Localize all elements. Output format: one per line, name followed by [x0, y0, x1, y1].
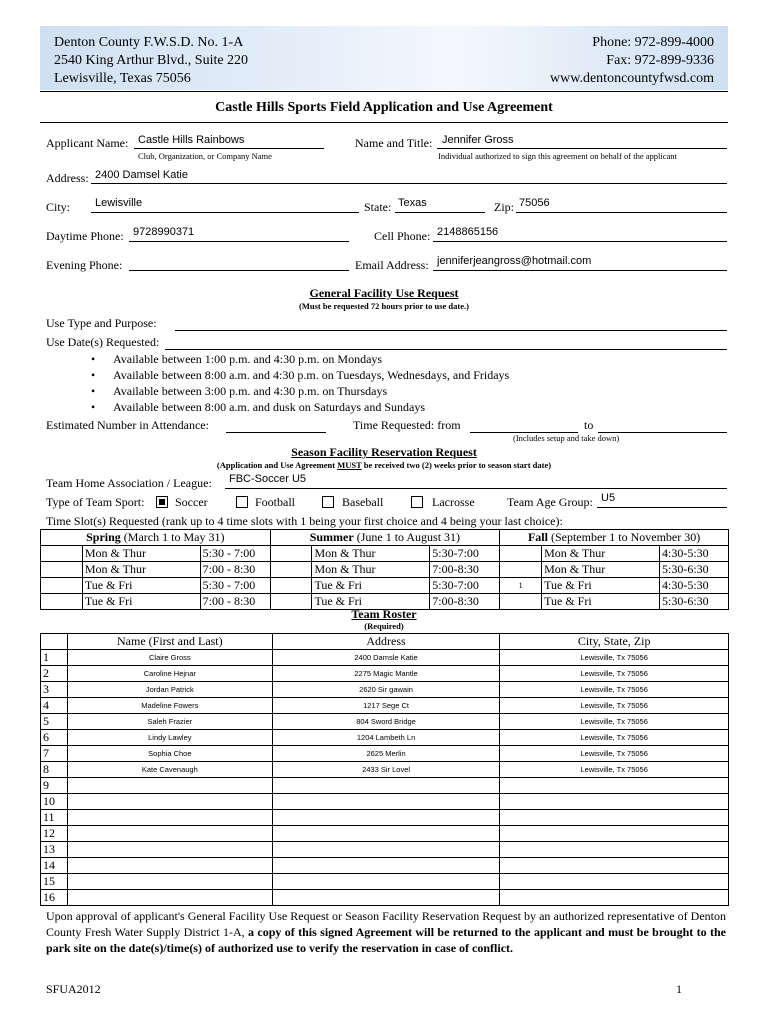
- fall-header: Fall (September 1 to November 30): [500, 530, 729, 546]
- use-type-label: Use Type and Purpose:: [46, 316, 157, 330]
- lacrosse-checkbox[interactable]: [411, 496, 423, 508]
- association-label: Team Home Association / League:: [46, 476, 212, 490]
- roster-number-cell: 4: [41, 698, 68, 714]
- player-name-cell[interactable]: Kate Cavenaugh: [67, 762, 272, 778]
- player-address-cell[interactable]: [272, 874, 500, 890]
- rank-cell[interactable]: 1: [500, 578, 542, 594]
- org-fax: Fax: 972-899-9336: [606, 53, 714, 68]
- slot-days: Tue & Fri: [82, 578, 200, 594]
- player-city-cell[interactable]: [500, 810, 729, 826]
- name-title-value: Jennifer Gross: [442, 134, 514, 146]
- player-address-cell[interactable]: 804 Sword Bridge: [272, 714, 500, 730]
- daytime-phone-label: Daytime Phone:: [46, 229, 124, 243]
- roster-number-cell: 13: [41, 842, 68, 858]
- table-row: [41, 698, 729, 714]
- slot-time: 7:00-8:30: [430, 562, 500, 578]
- season-heading: Season Facility Reservation Request: [291, 445, 477, 459]
- slot-days: Tue & Fri: [82, 594, 200, 610]
- use-dates-field[interactable]: [165, 335, 727, 350]
- table-row: [41, 730, 729, 746]
- summer-header: Summer (June 1 to August 31): [270, 530, 500, 546]
- state-value: Texas: [398, 197, 427, 209]
- slot-days: Tue & Fri: [312, 578, 430, 594]
- roster-number-cell: 7: [41, 746, 68, 762]
- player-city-cell[interactable]: Lewisville, Tx 75056: [500, 762, 729, 778]
- applicant-name-hint: Club, Organization, or Company Name: [138, 151, 272, 161]
- table-row: [41, 714, 729, 730]
- player-name-cell[interactable]: Jordan Patrick: [67, 682, 272, 698]
- org-address-1: 2540 King Arthur Blvd., Suite 220: [54, 53, 249, 68]
- player-name-cell[interactable]: [67, 810, 272, 826]
- baseball-checkbox[interactable]: [322, 496, 334, 508]
- applicant-name-value: Castle Hills Rainbows: [138, 134, 245, 146]
- availability-item: • Available between 8:00 a.m. and dusk on Saturdays and Sundays: [113, 400, 425, 415]
- letterhead: [40, 26, 728, 90]
- slot-time: 7:00 - 8:30: [200, 594, 270, 610]
- player-city-cell[interactable]: Lewisville, Tx 75056: [500, 714, 729, 730]
- slot-time: 5:30-7:00: [430, 546, 500, 562]
- cell-phone-label: Cell Phone:: [374, 229, 431, 243]
- slot-time: 5:30-6:30: [659, 594, 728, 610]
- approval-bold-text: a copy of this signed Agreement will be returned to the applicant and must be brought to the park site on the date(s)/time(s) of authorized use to verify the reservation in case of conflict.: [46, 925, 726, 955]
- time-slots-instruction: Time Slot(s) Requested (rank up to 4 time slots with 1 being your first choice and 4 being your last choice):: [46, 514, 563, 528]
- address-label: Address:: [46, 171, 89, 185]
- roster-city-header: City, State, Zip: [500, 634, 729, 650]
- roster-number-cell: 8: [41, 762, 68, 778]
- player-name-cell[interactable]: [67, 858, 272, 874]
- table-row: [41, 826, 729, 842]
- slot-days: Tue & Fri: [542, 578, 660, 594]
- rank-cell[interactable]: [270, 546, 312, 562]
- player-address-cell[interactable]: [272, 778, 500, 794]
- org-address-2: Lewisville, Texas 75056: [54, 71, 191, 86]
- soccer-checkbox[interactable]: [156, 496, 168, 508]
- table-row: [41, 762, 729, 778]
- player-city-cell[interactable]: [500, 858, 729, 874]
- applicant-name-label: Applicant Name:: [46, 136, 129, 150]
- slot-time: 7:00 - 8:30: [200, 562, 270, 578]
- state-label: State:: [364, 200, 392, 214]
- player-address-cell[interactable]: 2620 Sir gawain: [272, 682, 500, 698]
- general-heading: General Facility Use Request: [309, 286, 459, 300]
- team-roster-table: [40, 633, 729, 906]
- time-requested-label: Time Requested: from: [353, 418, 461, 432]
- player-name-cell[interactable]: Sophia Choe: [67, 746, 272, 762]
- table-row: [41, 778, 729, 794]
- slot-days: Tue & Fri: [312, 594, 430, 610]
- org-phone: Phone: 972-899-4000: [592, 35, 714, 50]
- roster-number-cell: 2: [41, 666, 68, 682]
- player-name-cell[interactable]: [67, 778, 272, 794]
- player-city-cell[interactable]: [500, 826, 729, 842]
- availability-item: • Available between 8:00 a.m. and 4:30 p.m. on Tuesdays, Wednesdays, and Fridays: [113, 368, 509, 383]
- player-address-cell[interactable]: 2275 Magic Mantle: [272, 666, 500, 682]
- roster-number-cell: 10: [41, 794, 68, 810]
- player-name-cell[interactable]: Madeline Fowers: [67, 698, 272, 714]
- player-address-cell[interactable]: 2433 Sir Lovel: [272, 762, 500, 778]
- player-address-cell[interactable]: 1217 Sege Ct: [272, 698, 500, 714]
- time-from-field[interactable]: [470, 418, 578, 433]
- zip-label: Zip:: [494, 200, 514, 214]
- page-number: 1: [676, 982, 682, 996]
- soccer-label: Soccer: [175, 495, 208, 509]
- time-to-label: to: [584, 418, 594, 432]
- slot-days: Mon & Thur: [542, 562, 660, 578]
- rank-cell[interactable]: [41, 546, 83, 562]
- roster-number-header: [41, 634, 68, 650]
- slot-time: 5:30 - 7:00: [200, 546, 270, 562]
- roster-number-cell: 9: [41, 778, 68, 794]
- roster-name-header: Name (First and Last): [67, 634, 272, 650]
- player-address-cell[interactable]: 2400 Damsle Katie: [272, 650, 500, 666]
- roster-number-cell: 1: [41, 650, 68, 666]
- table-row: [41, 858, 729, 874]
- player-city-cell[interactable]: [500, 778, 729, 794]
- roster-number-cell: 12: [41, 826, 68, 842]
- rank-cell[interactable]: [270, 562, 312, 578]
- player-city-cell[interactable]: [500, 794, 729, 810]
- roster-required: (Required): [364, 621, 404, 631]
- roster-number-cell: 11: [41, 810, 68, 826]
- rank-cell[interactable]: [500, 562, 542, 578]
- player-city-cell[interactable]: Lewisville, Tx 75056: [500, 682, 729, 698]
- roster-number-cell: 6: [41, 730, 68, 746]
- table-row: [41, 746, 729, 762]
- time-to-field[interactable]: [598, 418, 727, 433]
- rank-cell[interactable]: [270, 578, 312, 594]
- roster-address-header: Address: [272, 634, 500, 650]
- player-city-cell[interactable]: Lewisville, Tx 75056: [500, 698, 729, 714]
- roster-number-cell: 14: [41, 858, 68, 874]
- availability-item: • Available between 1:00 p.m. and 4:30 p.m. on Mondays: [113, 352, 382, 367]
- time-note: (Includes setup and take down): [513, 433, 620, 443]
- name-title-hint: Individual authorized to sign this agreement on behalf of the applicant: [438, 151, 677, 161]
- slot-time: 5:30-7:00: [430, 578, 500, 594]
- player-name-cell[interactable]: [67, 794, 272, 810]
- player-name-cell[interactable]: [67, 874, 272, 890]
- city-label: City:: [46, 200, 71, 214]
- roster-number-cell: 16: [41, 890, 68, 906]
- player-city-cell[interactable]: [500, 874, 729, 890]
- player-city-cell[interactable]: [500, 890, 729, 906]
- baseball-label: Baseball: [342, 495, 384, 509]
- season-note-post: be received two (2) weeks prior to season start date): [361, 460, 552, 470]
- availability-item: • Available between 3:00 p.m. and 4:30 p.m. on Thursdays: [113, 384, 387, 399]
- slot-days: Mon & Thur: [82, 546, 200, 562]
- player-name-cell[interactable]: Claire Gross: [67, 650, 272, 666]
- table-row: [41, 842, 729, 858]
- slot-time: 7:00-8:30: [430, 594, 500, 610]
- football-checkbox[interactable]: [236, 496, 248, 508]
- player-address-cell[interactable]: [272, 826, 500, 842]
- season-note: [0, 460, 768, 470]
- email-label: Email Address:: [355, 258, 429, 272]
- slot-row: [41, 546, 729, 562]
- general-note: (Must be requested 72 hours prior to use date.): [299, 301, 469, 311]
- table-row: [41, 682, 729, 698]
- approval-text: Upon approval of applicant's General Facility Use Request or Season Facility Reservation Request by an authorized representative of Denton County Fresh Water Supply District 1-A,: [46, 909, 726, 939]
- slot-days: Mon & Thur: [542, 546, 660, 562]
- slot-row: [41, 562, 729, 578]
- slot-time: 4:30-5:30: [659, 578, 728, 594]
- player-address-cell[interactable]: 1204 Lambeth Ln: [272, 730, 500, 746]
- season-note-pre: (Application and Use Agreement: [216, 460, 338, 470]
- association-value: FBC-Soccer U5: [229, 473, 307, 485]
- player-name-cell[interactable]: Caroline Hejnar: [67, 666, 272, 682]
- sport-label: Type of Team Sport:: [46, 495, 145, 509]
- table-row: [41, 794, 729, 810]
- approval-paragraph: [46, 908, 726, 956]
- age-group-field[interactable]: [597, 493, 727, 508]
- player-name-cell[interactable]: [67, 826, 272, 842]
- table-row: [41, 890, 729, 906]
- title-rule: [40, 122, 728, 123]
- slot-days: Mon & Thur: [312, 546, 430, 562]
- name-title-label: Name and Title:: [355, 136, 433, 150]
- roster-number-cell: 3: [41, 682, 68, 698]
- org-name: Denton County F.W.S.D. No. 1-A: [54, 35, 244, 50]
- city-value: Lewisville: [95, 197, 143, 209]
- player-address-cell[interactable]: [272, 842, 500, 858]
- table-row: [41, 666, 729, 682]
- page-title: Castle Hills Sports Field Application and Use Agreement: [215, 100, 553, 115]
- slot-days: Tue & Fri: [542, 594, 660, 610]
- player-city-cell[interactable]: Lewisville, Tx 75056: [500, 650, 729, 666]
- player-name-cell[interactable]: Lindy Lawley: [67, 730, 272, 746]
- age-group-value: U5: [601, 492, 616, 504]
- roster-number-cell: 15: [41, 874, 68, 890]
- use-type-field[interactable]: [175, 316, 727, 331]
- table-row: [41, 874, 729, 890]
- player-city-cell[interactable]: Lewisville, Tx 75056: [500, 666, 729, 682]
- football-label: Football: [255, 495, 296, 509]
- spring-header: Spring (March 1 to May 31): [41, 530, 271, 546]
- player-address-cell[interactable]: [272, 858, 500, 874]
- rank-cell[interactable]: [500, 546, 542, 562]
- use-dates-label: Use Date(s) Requested:: [46, 335, 160, 349]
- address-value: 2400 Damsel Katie: [95, 169, 188, 181]
- slot-days: Mon & Thur: [82, 562, 200, 578]
- slot-time: 5:30-6:30: [659, 562, 728, 578]
- slot-days: Mon & Thur: [312, 562, 430, 578]
- table-row: [41, 810, 729, 826]
- email-value: jenniferjeangross@hotmail.com: [437, 255, 592, 267]
- player-address-cell[interactable]: 2625 Merlin: [272, 746, 500, 762]
- slot-row: [41, 578, 729, 594]
- season-note-must: MUST: [337, 460, 362, 470]
- player-name-cell[interactable]: Saleh Frazier: [67, 714, 272, 730]
- roster-heading: Team Roster: [351, 607, 417, 621]
- slot-time: 4:30-5:30: [659, 546, 728, 562]
- org-website[interactable]: www.dentoncountyfwsd.com: [550, 71, 714, 86]
- age-group-label: Team Age Group:: [507, 495, 593, 509]
- header-rule: [40, 91, 728, 92]
- roster-number-cell: 5: [41, 714, 68, 730]
- evening-phone-field[interactable]: [129, 256, 349, 271]
- player-name-cell[interactable]: [67, 890, 272, 906]
- player-address-cell[interactable]: [272, 810, 500, 826]
- cell-phone-value: 2148865156: [437, 226, 499, 238]
- attendance-field[interactable]: [226, 418, 326, 433]
- form-code: SFUA2012: [46, 982, 101, 996]
- lacrosse-label: Lacrosse: [432, 495, 475, 509]
- table-row: [41, 650, 729, 666]
- evening-phone-label: Evening Phone:: [46, 258, 123, 272]
- zip-value: 75056: [519, 197, 550, 209]
- slot-time: 5:30 - 7:00: [200, 578, 270, 594]
- player-city-cell[interactable]: Lewisville, Tx 75056: [500, 746, 729, 762]
- player-city-cell[interactable]: Lewisville, Tx 75056: [500, 730, 729, 746]
- attendance-label: Estimated Number in Attendance:: [46, 418, 209, 432]
- player-name-cell[interactable]: [67, 842, 272, 858]
- rank-cell[interactable]: [41, 578, 83, 594]
- player-address-cell[interactable]: [272, 890, 500, 906]
- player-address-cell[interactable]: [272, 794, 500, 810]
- daytime-phone-value: 9728990371: [133, 226, 195, 238]
- rank-cell[interactable]: [41, 562, 83, 578]
- player-city-cell[interactable]: [500, 842, 729, 858]
- time-slots-table: [40, 529, 729, 610]
